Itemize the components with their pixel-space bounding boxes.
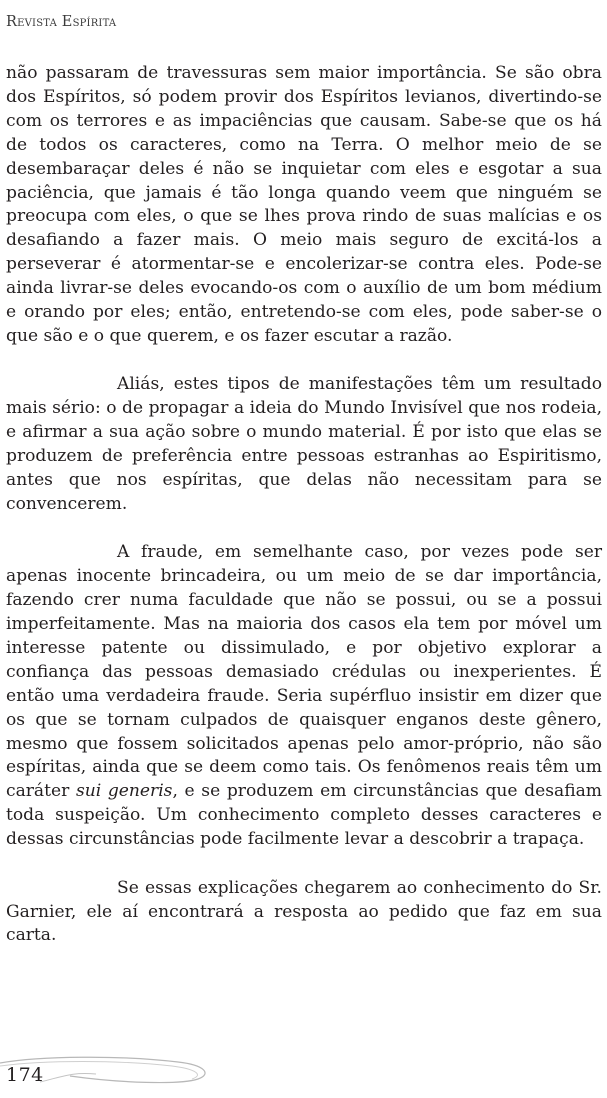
paragraph-3-italic-term: sui generis xyxy=(75,781,173,802)
paragraph-2: Aliás, estes tipos de manifestações têm um resultado mais sério: o de propagar a ideia do Mundo Invisível que nos rodeia, e afirmar a sua ação sobre o mundo material. É por isto que elas se produzem de preferência entre pessoas estranhas ao Espiritismo, antes que nos espíritas, que delas não necessitam para se convencerem. xyxy=(6,374,602,514)
page-number: 174 xyxy=(6,1064,44,1086)
paragraph-3 xyxy=(6,541,602,852)
paragraph-1: não passaram de travessuras sem maior importância. Se são obra dos Espíritos, só podem provir dos Espíritos levianos, divertindo-se com os terrores e as impaciências que causam. Sabe-se que os há de todos os caracteres, como na Terra. O melhor meio de se desembaraçar deles é não se inquietar com eles e esgotar a sua paciência, que jamais é tão longa quando veem que ninguém se preocupa com eles, o que se lhes prova rindo de suas malícias e os desafiando a fazer mais. O meio mais seguro de excitá-los a perseverar é atormentar-se e encolerizar-se contra eles. Pode-se ainda livrar-se deles evocando-os com o auxílio de um bom médium e orando por eles; então, entretendo-se com eles, pode saber-se o que são e o que querem, e os fazer escutar a razão. xyxy=(6,63,602,346)
paragraph-4: Se essas explicações chegarem ao conhecimento do Sr. Garnier, ele aí encontrará a resposta ao pedido que faz em sua carta. xyxy=(6,877,602,946)
running-header: Revista Espírita xyxy=(6,14,117,30)
paragraph-3-text-before: A fraude, em semelhante caso, por vezes pode ser apenas inocente brincadeira, ou um meio de se dar importância, fazendo crer numa faculdade que não se possui, ou se a possui imperfeitamente. Mas na maioria dos casos ela tem por móvel um interesse patente ou dissimulado, e por objetivo explorar a confiança das pessoas demasiado crédulas ou inexperientes. É então uma verdadeira fraude. Seria supérfluo insistir em dizer que os que se tornam culpados de quaisquer enganos deste gênero, mesmo que fossem solicitados apenas pelo amor-próprio, não são espíritas, ainda que se deem como tais. Os fenômenos reais têm um caráter xyxy=(6,542,602,802)
paragraph-3-text-after: , e se produzem em circunstâncias que desafiam toda suspeição. Um conhecimento completo desses caracteres e dessas circunstâncias pode facilmente levar a descobrir a trapaça. xyxy=(6,781,602,850)
article-body xyxy=(6,62,602,948)
